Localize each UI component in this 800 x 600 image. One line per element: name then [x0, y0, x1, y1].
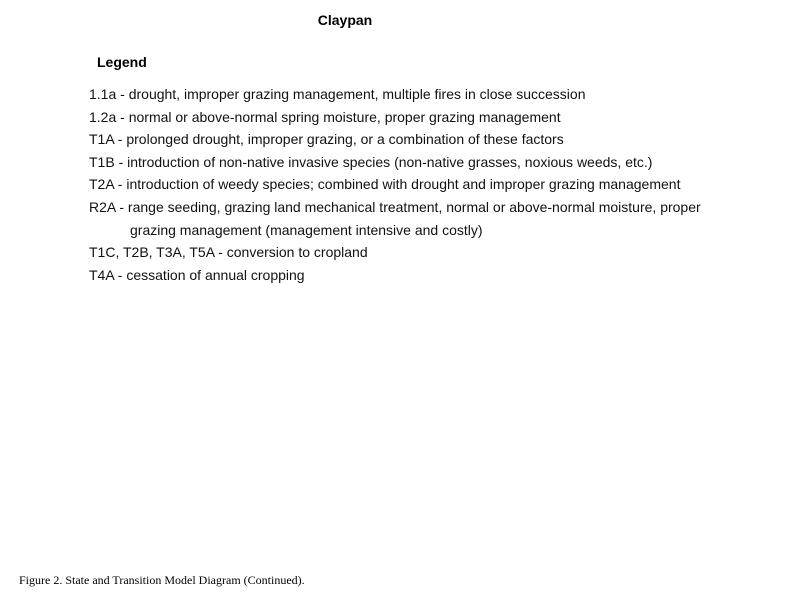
legend-item: T2A - introduction of weedy species; combined with drought and improper grazing management — [89, 176, 681, 193]
legend-code: T1A — [89, 131, 114, 148]
legend-text: drought, improper grazing management, multiple fires in close succession — [128, 86, 586, 102]
legend-text: introduction of non-native invasive species (non-native grasses, noxious weeds, etc.) — [127, 153, 653, 170]
legend-text: normal or above-normal spring moisture, proper grazing management — [128, 108, 561, 125]
legend-text: introduction of weedy species; combined with drought and improper grazing management — [126, 176, 681, 193]
legend-list — [89, 83, 789, 286]
legend-code: T1B — [89, 153, 115, 170]
legend-text: cessation of annual cropping — [126, 266, 305, 283]
legend-code: R2A — [89, 198, 116, 215]
legend-code: T4A — [89, 266, 114, 283]
legend-heading: Legend — [97, 54, 147, 70]
legend-code: T2A — [89, 176, 114, 193]
legend-item: 1.1a - drought, improper grazing management, multiple fires in close succession — [89, 86, 586, 102]
legend-text: prolonged drought, improper grazing, or a combination of these factors — [126, 131, 564, 148]
legend-code: T1C, T2B, T3A, T5A — [89, 244, 215, 261]
legend-code: 1.1a — [89, 86, 117, 102]
figure-caption: Figure 2. State and Transition Model Diagram (Continued). — [19, 573, 305, 587]
legend-text: conversion to cropland — [226, 244, 368, 261]
legend-code: 1.2a — [89, 108, 117, 125]
diagram-title: Claypan — [317, 12, 373, 28]
legend-item: T1C, T2B, T3A, T5A - conversion to cropland — [89, 244, 368, 261]
legend-item: R2A - range seeding, grazing land mechanical treatment, normal or above-normal moisture, proper grazing management (management intensive and costly) — [89, 196, 789, 241]
legend-item: 1.2a - normal or above-normal spring moisture, proper grazing management — [89, 108, 561, 125]
legend-item: T4A - cessation of annual cropping — [89, 266, 305, 283]
legend-item: T1B - introduction of non-native invasive species (non-native grasses, noxious weeds, etc.) — [89, 153, 653, 170]
legend-item: T1A - prolonged drought, improper grazing, or a combination of these factors — [89, 131, 564, 148]
legend-text: range seeding, grazing land mechanical treatment, normal or above-normal moisture, proper — [127, 198, 701, 215]
legend-text-continuation: grazing management (management intensive and costly) — [130, 221, 483, 238]
